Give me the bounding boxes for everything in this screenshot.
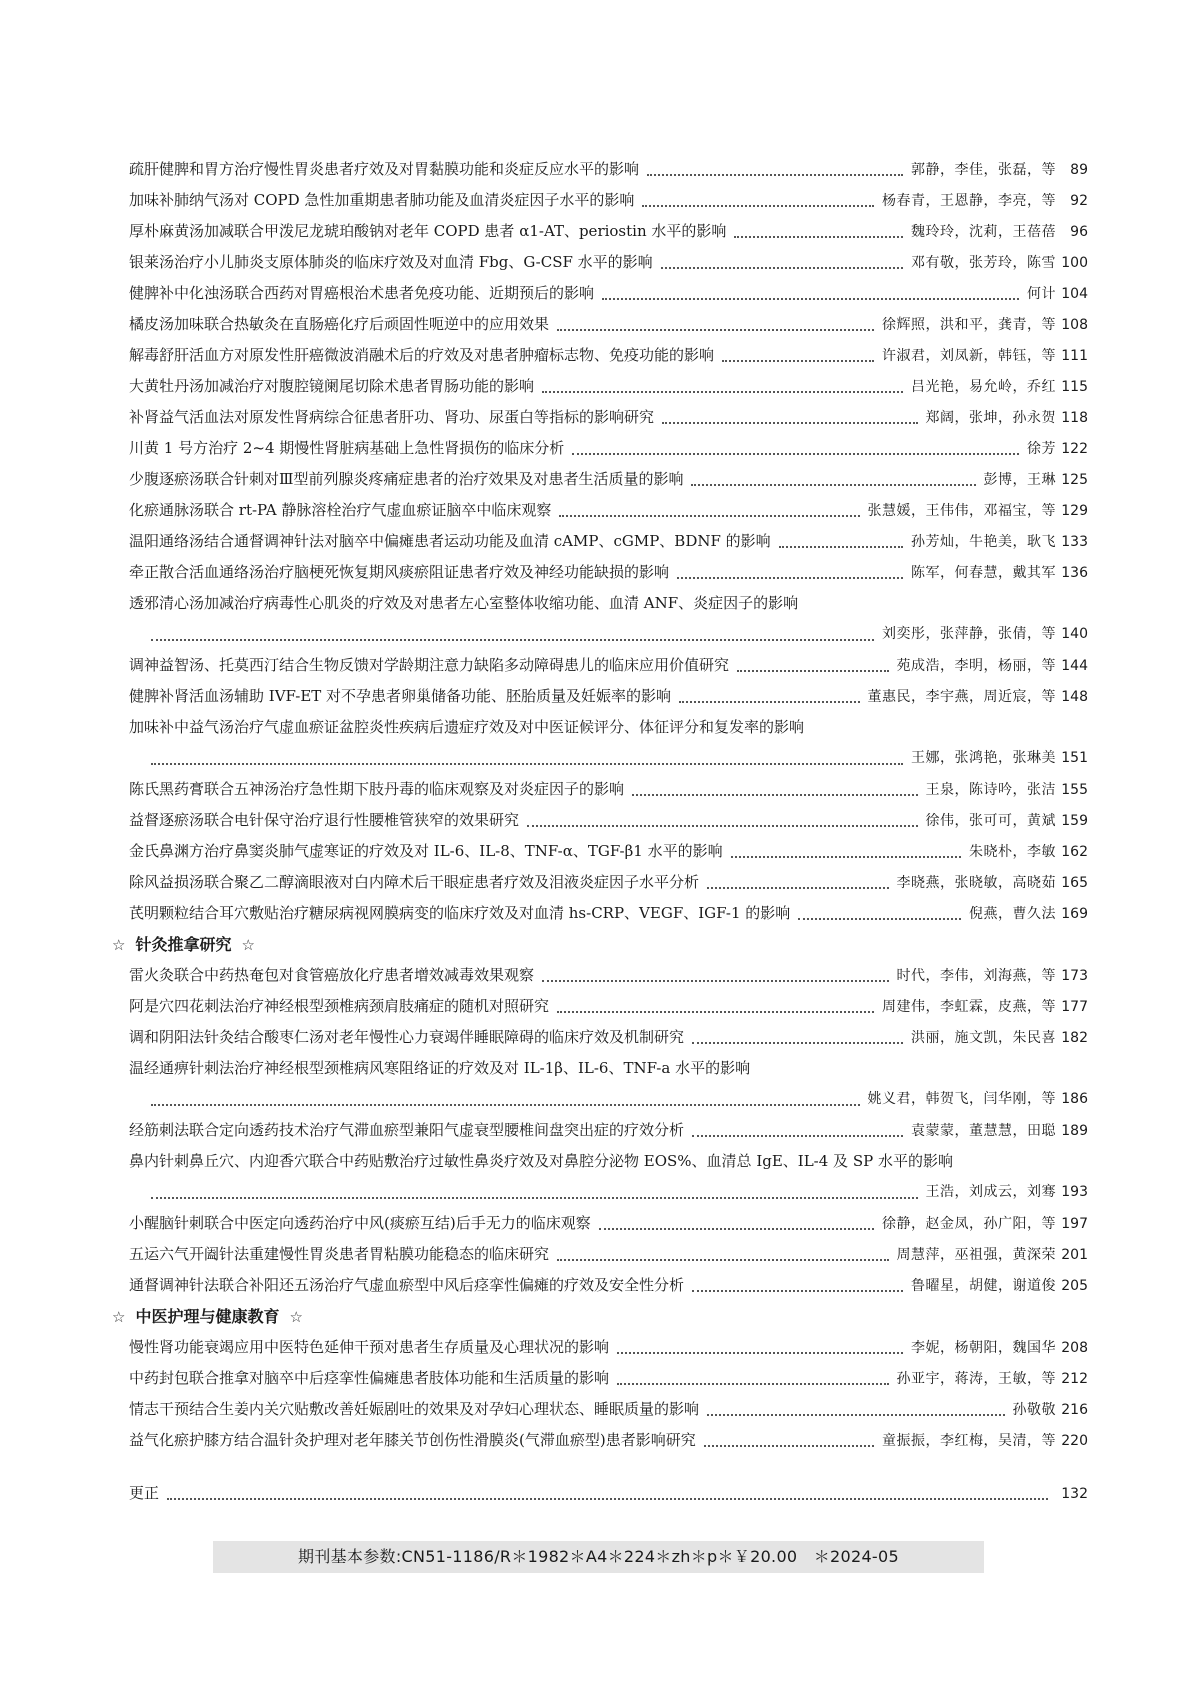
entry-title: 健脾补肾活血汤辅助 IVF-ET 对不孕患者卵巢储备功能、胚胎质量及妊娠率的影响 — [129, 687, 672, 705]
dot-leader — [691, 484, 975, 486]
entry-page: 136 — [1061, 565, 1088, 581]
entry-page: 162 — [1061, 844, 1088, 860]
section-label: 针灸推拿研究 — [135, 935, 232, 954]
entry-page: 92 — [1070, 193, 1088, 209]
dot-leader — [734, 236, 903, 238]
entry-page: 144 — [1061, 658, 1088, 674]
entry-authors: 徐辉照，洪和平，龚青，等 — [882, 317, 1056, 333]
toc-entry[interactable] — [129, 433, 1088, 464]
entry-authors: 王浩，刘成云，刘骞 — [925, 1184, 1056, 1200]
dot-leader — [151, 1104, 860, 1106]
entry-page: 165 — [1061, 875, 1088, 891]
entry-page: 125 — [1061, 472, 1088, 488]
entry-authors: 洪丽，施文凯，朱民喜 — [911, 1030, 1056, 1046]
dot-leader — [642, 205, 874, 207]
entry-authors: 李晓燕，张晓敏，高晓茹 — [896, 875, 1056, 891]
toc-entry[interactable] — [129, 805, 1088, 836]
dot-leader — [722, 360, 874, 362]
table-of-contents — [112, 154, 1088, 1509]
entry-title: 情志干预结合生姜内关穴贴敷改善妊娠剧吐的效果及对孕妇心理状态、睡眠质量的影响 — [129, 1400, 700, 1418]
dot-leader — [662, 422, 917, 424]
dot-leader — [167, 1498, 1048, 1500]
toc-entry[interactable] — [129, 650, 1088, 681]
toc-entry[interactable] — [129, 1053, 1088, 1115]
toc-entry[interactable] — [129, 1270, 1088, 1301]
toc-entry[interactable] — [129, 960, 1088, 991]
entry-authors: 徐伟，张可可，黄斌 — [925, 813, 1056, 829]
entry-title: 中药封包联合推拿对脑卒中后痉挛性偏瘫患者肢体功能和生活质量的影响 — [129, 1369, 610, 1387]
toc-entry[interactable] — [129, 588, 1088, 650]
dot-leader — [617, 1352, 903, 1354]
entry-authors: 许淑君，刘凤新，韩钰，等 — [882, 348, 1056, 364]
toc-entry[interactable] — [129, 1363, 1088, 1394]
entry-title: 健脾补中化浊汤联合西药对胃癌根治术患者免疫功能、近期预后的影响 — [129, 284, 595, 302]
toc-entry-correction[interactable] — [129, 1478, 1088, 1509]
star-icon: ☆ — [241, 936, 255, 954]
toc-entry[interactable] — [129, 991, 1088, 1022]
dot-leader — [707, 1414, 1004, 1416]
entry-page: 111 — [1061, 348, 1088, 364]
dot-leader — [692, 1135, 903, 1137]
entry-page: 182 — [1061, 1030, 1088, 1046]
entry-page: 212 — [1061, 1371, 1088, 1387]
entry-title: 芪明颗粒结合耳穴敷贴治疗糖尿病视网膜病变的临床疗效及对血清 hs-CRP、VEGF、IGF-1 的影响 — [129, 904, 791, 922]
entry-page: 177 — [1061, 999, 1088, 1015]
dot-leader — [632, 794, 917, 796]
entry-title: 陈氏黑药膏联合五神汤治疗急性期下肢丹毒的临床观察及对炎症因子的影响 — [129, 780, 625, 798]
entry-title: 益气化瘀护膝方结合温针灸护理对老年膝关节创伤性滑膜炎(气滞血瘀型)患者影响研究 — [129, 1431, 696, 1449]
toc-entry[interactable] — [129, 681, 1088, 712]
entry-title: 小醒脑针刺联合中医定向透药治疗中风(痰瘀互结)后手无力的临床观察 — [129, 1214, 591, 1232]
entry-page: 151 — [1061, 750, 1088, 766]
entry-title: 加味补中益气汤治疗气虚血瘀证盆腔炎性疾病后遗症疗效及对中医证候评分、体征评分和复发率的影响 — [129, 718, 805, 736]
entry-authors: 郭静，李佳，张磊，等 — [911, 162, 1056, 178]
entry-title: 金氏鼻渊方治疗鼻窦炎肺气虚寒证的疗效及对 IL-6、IL-8、TNF-α、TGF-β1 水平的影响 — [129, 842, 723, 860]
dot-leader — [527, 825, 917, 827]
toc-entry[interactable] — [129, 1394, 1088, 1425]
entry-authors: 魏玲玲，沈莉，王蓓蓓 — [911, 224, 1056, 240]
dot-leader — [707, 887, 888, 889]
entry-page: 115 — [1061, 379, 1088, 395]
entry-title: 大黄牡丹汤加减治疗对腹腔镜阑尾切除术患者胃肠功能的影响 — [129, 377, 535, 395]
dot-leader — [661, 267, 903, 269]
toc-entry[interactable] — [129, 557, 1088, 588]
entry-page: 148 — [1061, 689, 1088, 705]
entry-list-a — [129, 154, 1088, 588]
entry-authors: 刘奕彤，张萍静，张倩，等 — [882, 626, 1056, 642]
dot-leader — [151, 763, 903, 765]
star-icon: ☆ — [112, 936, 126, 954]
toc-entry[interactable] — [129, 278, 1088, 309]
entry-page: 100 — [1061, 255, 1088, 271]
dot-leader — [557, 1011, 874, 1013]
entry-authors: 杨春青，王恩静，李亮，等 — [882, 193, 1056, 209]
toc-entry[interactable] — [129, 774, 1088, 805]
toc-entry[interactable] — [129, 154, 1088, 185]
entry-page: 189 — [1061, 1123, 1088, 1139]
entry-authors: 张慧媛，王伟伟，邓福宝，等 — [867, 503, 1056, 519]
entry-page: 132 — [1061, 1486, 1088, 1502]
entry-page: 169 — [1061, 906, 1088, 922]
dot-leader — [798, 918, 961, 920]
toc-entry[interactable] — [129, 712, 1088, 774]
entry-page: 96 — [1070, 224, 1088, 240]
journal-parameters-banner: 期刊基本参数:CN51-1186/R＊1982＊A4＊224＊zh＊p＊￥20.00 ＊2024-05 — [213, 1541, 984, 1573]
section-heading-nursing — [112, 1301, 1088, 1332]
entry-page: 205 — [1061, 1278, 1088, 1294]
entry-authors: 袁蒙蒙，董慧慧，田聪 — [911, 1123, 1056, 1139]
entry-title: 解毒舒肝活血方对原发性肝癌微波消融术后的疗效及对患者肿瘤标志物、免疫功能的影响 — [129, 346, 715, 364]
section-heading-acupuncture — [112, 929, 1088, 960]
entry-page: 104 — [1061, 286, 1088, 302]
entry-list-c — [129, 650, 1088, 712]
dot-leader — [779, 546, 903, 548]
entry-authors: 周慧萍，巫祖强，黄深荣 — [896, 1247, 1056, 1263]
entry-authors: 姚义君，韩贺飞，闫华刚，等 — [867, 1091, 1056, 1107]
toc-entry[interactable] — [129, 1239, 1088, 1270]
entry-authors: 孙敬敬 — [1012, 1402, 1056, 1418]
entry-page: 129 — [1061, 503, 1088, 519]
entry-list-e — [129, 774, 1088, 929]
toc-entry[interactable] — [129, 185, 1088, 216]
entry-page: 155 — [1061, 782, 1088, 798]
toc-entry[interactable] — [129, 898, 1088, 929]
entry-title: 慢性肾功能衰竭应用中医特色延伸干预对患者生存质量及心理状况的影响 — [129, 1338, 610, 1356]
dot-leader — [679, 701, 859, 703]
entry-authors: 吕光艳，易允岭，乔红 — [911, 379, 1056, 395]
dot-leader — [602, 298, 1019, 300]
toc-entry[interactable] — [129, 526, 1088, 557]
entry-title: 少腹逐瘀汤联合针刺对Ⅲ型前列腺炎疼痛症患者的治疗效果及对患者生活质量的影响 — [129, 470, 684, 488]
entry-page: 220 — [1061, 1433, 1088, 1449]
entry-authors: 鲁曜星，胡健，谢道俊 — [911, 1278, 1056, 1294]
dot-leader — [617, 1383, 888, 1385]
entry-list-k — [129, 1332, 1088, 1456]
toc-entry[interactable] — [129, 402, 1088, 433]
toc-entry[interactable] — [129, 495, 1088, 526]
section-label: 中医护理与健康教育 — [135, 1307, 280, 1326]
entry-authors: 李妮，杨朝阳，魏国华 — [911, 1340, 1056, 1356]
entry-title: 雷火灸联合中药热奄包对食管癌放化疗患者增效减毒效果观察 — [129, 966, 535, 984]
toc-entry[interactable] — [129, 464, 1088, 495]
dot-leader — [692, 1290, 903, 1292]
entry-authors: 徐静，赵金凤，孙广阳，等 — [882, 1216, 1056, 1232]
entry-authors: 苑成浩，李明，杨丽，等 — [896, 658, 1056, 674]
entry-title: 更正 — [129, 1484, 160, 1502]
entry-authors: 周建伟，李虹霖，皮燕，等 — [882, 999, 1056, 1015]
dot-leader — [542, 391, 903, 393]
toc-entry[interactable] — [129, 247, 1088, 278]
entry-authors: 倪燕，曹久法 — [969, 906, 1056, 922]
entry-title: 鼻内针刺鼻丘穴、内迎香穴联合中药贴敷治疗过敏性鼻炎疗效及对鼻腔分泌物 EOS%、血清总 IgE、IL-4 及 SP 水平的影响 — [129, 1152, 953, 1170]
star-icon: ☆ — [112, 1308, 126, 1326]
dot-leader — [647, 174, 903, 176]
dot-leader — [731, 856, 961, 858]
dot-leader — [677, 577, 903, 579]
entry-authors: 王娜，张鸿艳，张琳美 — [911, 750, 1056, 766]
entry-title: 五运六气开阖针法重建慢性胃炎患者胃粘膜功能稳态的临床研究 — [129, 1245, 550, 1263]
entry-authors: 徐芳 — [1027, 441, 1056, 457]
entry-title: 温经通痹针刺法治疗神经根型颈椎病风寒阻络证的疗效及对 IL-1β、IL-6、TNF-a 水平的影响 — [129, 1059, 751, 1077]
dot-leader — [704, 1445, 874, 1447]
entry-title: 疏肝健脾和胃方治疗慢性胃炎患者疗效及对胃黏膜功能和炎症反应水平的影响 — [129, 160, 640, 178]
entry-authors: 孙亚宇，蒋涛，王敏，等 — [896, 1371, 1056, 1387]
toc-entry[interactable] — [129, 1022, 1088, 1053]
star-icon: ☆ — [289, 1308, 303, 1326]
dot-leader — [737, 670, 888, 672]
toc-entry[interactable] — [129, 340, 1088, 371]
entry-authors: 邓有敬，张芳玲，陈雪 — [911, 255, 1056, 271]
entry-title: 经筋刺法联合定向透药技术治疗气滞血瘀型兼阳气虚衰型腰椎间盘突出症的疗效分析 — [129, 1121, 685, 1139]
entry-authors: 陈军，何春慧，戴其军 — [911, 565, 1056, 581]
dot-leader — [557, 329, 874, 331]
entry-page: 140 — [1061, 626, 1088, 642]
entry-page: 197 — [1061, 1216, 1088, 1232]
entry-authors: 董惠民，李宇燕，周近宸，等 — [867, 689, 1056, 705]
dot-leader — [559, 515, 859, 517]
entry-authors: 朱晓朴，李敏 — [969, 844, 1056, 860]
entry-title: 补肾益气活血法对原发性肾病综合征患者肝功、肾功、尿蛋白等指标的影响研究 — [129, 408, 655, 426]
toc-entry[interactable] — [129, 309, 1088, 340]
entry-title: 温阳通络汤结合通督调神针法对脑卒中偏瘫患者运动功能及血清 cAMP、cGMP、BDNF 的影响 — [129, 532, 771, 550]
entry-authors: 彭博，王琳 — [983, 472, 1056, 488]
entry-title: 阿是穴四花刺法治疗神经根型颈椎病颈肩肢痛症的随机对照研究 — [129, 997, 550, 1015]
entry-page: 133 — [1061, 534, 1088, 550]
toc-entry[interactable] — [129, 371, 1088, 402]
entry-title: 川黄 1 号方治疗 2~4 期慢性肾脏病基础上急性肾损伤的临床分析 — [129, 439, 565, 457]
entry-page: 173 — [1061, 968, 1088, 984]
entry-title: 调神益智汤、托莫西汀结合生物反馈对学龄期注意力缺陷多动障碍患儿的临床应用价值研究 — [129, 656, 730, 674]
entry-authors: 王泉，陈诗吟，张洁 — [925, 782, 1056, 798]
toc-entry[interactable] — [129, 216, 1088, 247]
toc-entry[interactable] — [129, 867, 1088, 898]
entry-page: 208 — [1061, 1340, 1088, 1356]
dot-leader — [151, 1197, 918, 1199]
toc-entry[interactable] — [129, 1332, 1088, 1363]
entry-page: 159 — [1061, 813, 1088, 829]
entry-page: 89 — [1070, 162, 1088, 178]
entry-authors: 童振振，李红梅，吴清，等 — [882, 1433, 1056, 1449]
toc-entry[interactable] — [129, 836, 1088, 867]
dot-leader — [572, 453, 1019, 455]
entry-page: 118 — [1061, 410, 1088, 426]
entry-page: 193 — [1061, 1184, 1088, 1200]
entry-authors: 郑阔，张坤，孙永贺 — [925, 410, 1056, 426]
entry-page: 201 — [1061, 1247, 1088, 1263]
entry-page: 216 — [1061, 1402, 1088, 1418]
entry-list-f — [129, 960, 1088, 1053]
entry-title: 橘皮汤加味联合热敏灸在直肠癌化疗后顽固性呃逆中的应用效果 — [129, 315, 550, 333]
dot-leader — [151, 639, 874, 641]
entry-title: 厚朴麻黄汤加减联合甲泼尼龙琥珀酸钠对老年 COPD 患者 α1-AT、periostin 水平的影响 — [129, 222, 727, 240]
entry-title: 化瘀通脉汤联合 rt-PA 静脉溶栓治疗气虚血瘀证脑卒中临床观察 — [129, 501, 552, 519]
toc-entry[interactable] — [129, 1425, 1088, 1456]
dot-leader — [542, 980, 888, 982]
dot-leader — [557, 1259, 888, 1261]
entry-title: 通督调神针法联合补阳还五汤治疗气虚血瘀型中风后痉挛性偏瘫的疗效及安全性分析 — [129, 1276, 685, 1294]
entry-authors: 何计 — [1027, 286, 1056, 302]
entry-title: 益督逐瘀汤联合电针保守治疗退行性腰椎管狭窄的效果研究 — [129, 811, 520, 829]
entry-authors: 孙芳灿，牛艳美，耿飞 — [911, 534, 1056, 550]
entry-page: 122 — [1061, 441, 1088, 457]
entry-title: 透邪清心汤加减治疗病毒性心肌炎的疗效及对患者左心室整体收缩功能、血清 ANF、炎症因子的影响 — [129, 594, 799, 612]
entry-list-h — [129, 1115, 1088, 1146]
entry-title: 除风益损汤联合聚乙二醇滴眼液对白内障术后干眼症患者疗效及泪液炎症因子水平分析 — [129, 873, 700, 891]
dot-leader — [599, 1228, 874, 1230]
entry-page: 186 — [1061, 1091, 1088, 1107]
entry-page: 108 — [1061, 317, 1088, 333]
entry-title: 调和阴阳法针灸结合酸枣仁汤对老年慢性心力衰竭伴睡眠障碍的临床疗效及机制研究 — [129, 1028, 685, 1046]
entry-title: 牵正散合活血通络汤治疗脑梗死恢复期风痰瘀阻证患者疗效及神经功能缺损的影响 — [129, 563, 670, 581]
entry-authors: 时代，李伟，刘海燕，等 — [896, 968, 1056, 984]
entry-list-j — [129, 1208, 1088, 1301]
toc-entry[interactable] — [129, 1208, 1088, 1239]
entry-title: 银莱汤治疗小儿肺炎支原体肺炎的临床疗效及对血清 Fbg、G-CSF 水平的影响 — [129, 253, 653, 271]
toc-entry[interactable] — [129, 1146, 1088, 1208]
dot-leader — [692, 1042, 903, 1044]
toc-entry[interactable] — [129, 1115, 1088, 1146]
entry-title: 加味补肺纳气汤对 COPD 急性加重期患者肺功能及血清炎症因子水平的影响 — [129, 191, 635, 209]
